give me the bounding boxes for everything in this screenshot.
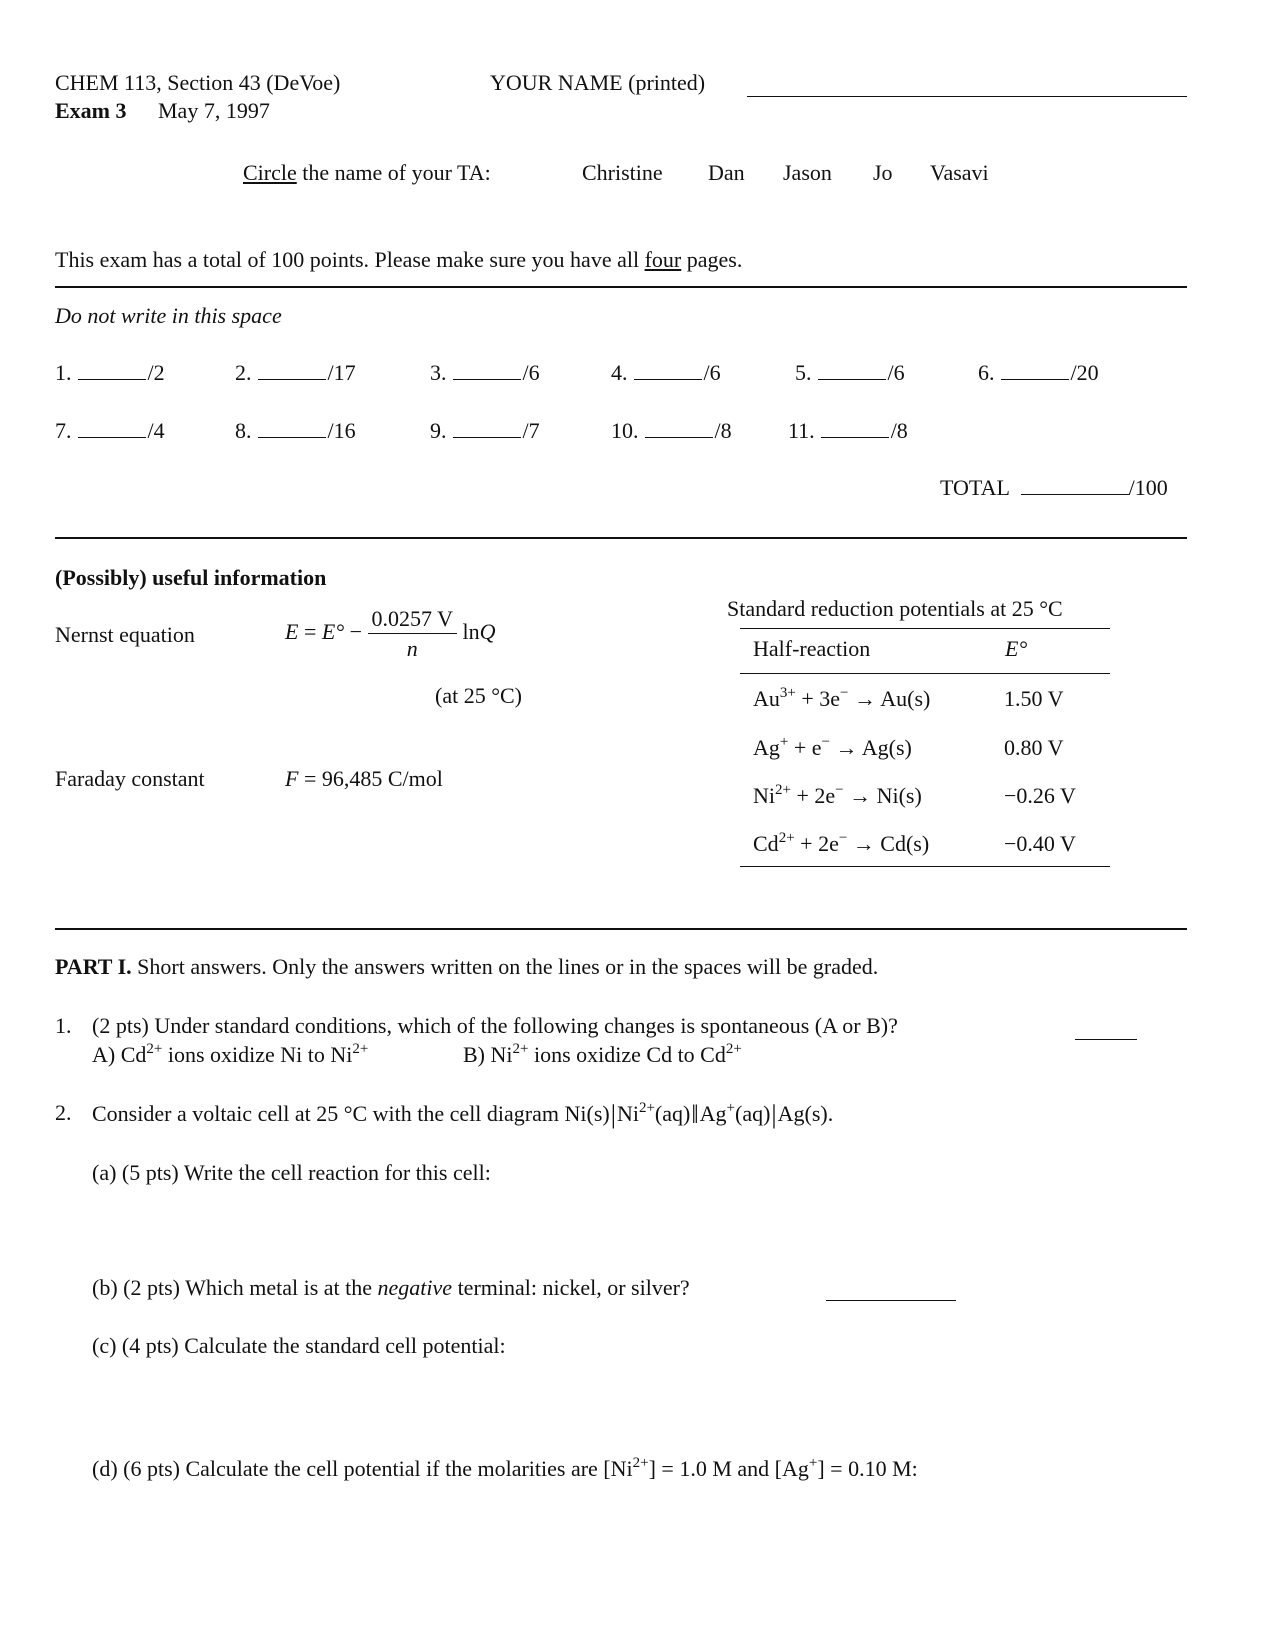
ta-option-vasavi[interactable]: Vasavi bbox=[930, 160, 989, 185]
ta-option-jason[interactable]: Jason bbox=[783, 160, 832, 185]
q1-text: (2 pts) Under standard conditions, which of the following changes is spontaneous (A or B)? bbox=[92, 1013, 898, 1038]
score-item: 2. /17 bbox=[235, 360, 356, 385]
score-item: 7. /4 bbox=[55, 418, 165, 443]
nernst-fraction bbox=[368, 606, 458, 662]
exam-date: May 7, 1997 bbox=[158, 98, 270, 123]
col-e-standard: E° bbox=[1005, 636, 1028, 661]
q2b-answer-blank[interactable] bbox=[826, 1282, 956, 1301]
q1-option-b: B) $Ni^{2+}$ ions oxidize Cd to $Cd^{2+}$ bbox=[463, 1041, 742, 1067]
faraday-value bbox=[285, 766, 443, 792]
nernst-e: E bbox=[285, 619, 299, 645]
score-item: 4. /6 bbox=[611, 360, 721, 385]
table-row: $Ni^{2+} + 2e^- \to Ni(s)$ bbox=[753, 782, 922, 808]
table-value: −0.26 V bbox=[1004, 783, 1076, 808]
exam-intro bbox=[55, 247, 742, 273]
score-item: 3. /6 bbox=[430, 360, 540, 385]
table-rule bbox=[740, 628, 1110, 629]
score-blank[interactable] bbox=[645, 419, 713, 438]
ta-option-jo[interactable]: Jo bbox=[873, 160, 893, 185]
ta-prompt-text: the name of your TA: bbox=[302, 160, 491, 185]
q2c-text: (c) (4 pts) Calculate the standard cell potential: bbox=[92, 1333, 506, 1358]
ta-option-dan[interactable]: Dan bbox=[708, 160, 745, 185]
q2-text: Consider a voltaic cell at 25 °C with the cell diagram $Ni(s)|Ni^{2+}(aq)‖Ag^+(aq)|Ag(s)$. bbox=[92, 1100, 834, 1129]
table-row: $Cd^{2+} + 2e^- \to Cd(s)$ bbox=[753, 830, 930, 856]
part1-header bbox=[55, 954, 878, 980]
score-item: 6. /20 bbox=[978, 360, 1099, 385]
faraday-label: Faraday constant bbox=[55, 766, 205, 791]
name-field[interactable] bbox=[747, 78, 1187, 97]
divider bbox=[55, 537, 1187, 539]
col-half-reaction: Half-reaction bbox=[753, 636, 871, 661]
nernst-note: (at 25 °C) bbox=[435, 683, 523, 708]
q2a-text: (a) (5 pts) Write the cell reaction for this cell: bbox=[92, 1160, 491, 1185]
potentials-title: Standard reduction potentials at 25 °C bbox=[727, 596, 1063, 621]
question-number: 1. bbox=[55, 1013, 72, 1038]
ta-circle-word: Circle bbox=[243, 160, 297, 185]
nernst-equation bbox=[285, 606, 496, 662]
course-title: CHEM 113, Section 43 (DeVoe) bbox=[55, 70, 341, 95]
nernst-label: Nernst equation bbox=[55, 622, 195, 647]
score-blank[interactable] bbox=[258, 419, 326, 438]
nernst-equals: = bbox=[303, 619, 317, 645]
exam-number: Exam 3 bbox=[55, 98, 127, 123]
table-row: Ag+ + e− → Ag(s) bbox=[753, 734, 912, 760]
intro-four: four bbox=[644, 247, 682, 272]
nernst-ln: ln bbox=[462, 619, 480, 645]
part1-instructions: Short answers. Only the answers written on the lines or in the spaces will be graded. bbox=[137, 954, 879, 979]
score-item: 8. /16 bbox=[235, 418, 356, 443]
info-heading: (Possibly) useful information bbox=[55, 565, 327, 590]
q2d-text: (d) (6 pts) Calculate the cell potential if the molarities are $[Ni^{2+}] = 1.0$ M and [Ag+] = 0.10 M: bbox=[92, 1455, 918, 1481]
grading-note: Do not write in this space bbox=[55, 303, 282, 328]
ta-prompt bbox=[243, 160, 491, 186]
faraday-number: = 96,485 C/mol bbox=[303, 766, 443, 791]
total-max: /100 bbox=[1128, 475, 1168, 500]
intro-pages: pages. bbox=[686, 247, 743, 272]
total-label: TOTAL bbox=[940, 475, 1010, 500]
table-value: −0.40 V bbox=[1004, 831, 1076, 856]
faraday-symbol: F bbox=[285, 766, 299, 791]
nernst-minus: − bbox=[349, 619, 363, 645]
nernst-numerator: 0.0257 V bbox=[368, 606, 458, 634]
table-rule bbox=[740, 866, 1110, 867]
nernst-denominator: n bbox=[406, 636, 418, 661]
q1-option-a: A) $Cd^{2+}$ ions oxidize Ni to $Ni^{2+}$ bbox=[92, 1041, 369, 1067]
score-item: 1. /2 bbox=[55, 360, 165, 385]
score-blank[interactable] bbox=[821, 419, 889, 438]
score-blank[interactable] bbox=[258, 361, 326, 380]
name-label: YOUR NAME (printed) bbox=[490, 70, 706, 95]
score-item: 11. /8 bbox=[788, 418, 908, 443]
nernst-e0: E° bbox=[321, 619, 345, 645]
score-item: 9. /7 bbox=[430, 418, 540, 443]
score-item: 10. /8 bbox=[611, 418, 732, 443]
q1-answer-blank[interactable] bbox=[1075, 1021, 1137, 1040]
divider bbox=[55, 286, 1187, 288]
score-blank[interactable] bbox=[78, 419, 146, 438]
part1-label: PART I. bbox=[55, 954, 132, 979]
question-number: 2. bbox=[55, 1100, 72, 1125]
table-rule bbox=[740, 673, 1110, 674]
intro-text: This exam has a total of 100 points. Please make sure you have all bbox=[55, 247, 640, 272]
divider bbox=[55, 928, 1187, 930]
ta-option-christine[interactable]: Christine bbox=[582, 160, 663, 185]
score-blank[interactable] bbox=[818, 361, 886, 380]
score-blank[interactable] bbox=[634, 361, 702, 380]
score-blank[interactable] bbox=[453, 419, 521, 438]
total-blank[interactable] bbox=[1021, 476, 1129, 495]
score-blank[interactable] bbox=[78, 361, 146, 380]
q2b-text: (b) (2 pts) Which metal is at the negative terminal: nickel, or silver? bbox=[92, 1275, 690, 1300]
score-item: 5. /6 bbox=[795, 360, 905, 385]
score-blank[interactable] bbox=[1001, 361, 1069, 380]
table-value: 0.80 V bbox=[1004, 735, 1064, 760]
score-blank[interactable] bbox=[453, 361, 521, 380]
nernst-q: Q bbox=[479, 619, 496, 645]
total-row bbox=[940, 475, 1168, 501]
table-value: 1.50 V bbox=[1004, 686, 1064, 711]
table-row: $Au^{3+} + 3e^- \to Au(s)$ bbox=[753, 685, 931, 711]
